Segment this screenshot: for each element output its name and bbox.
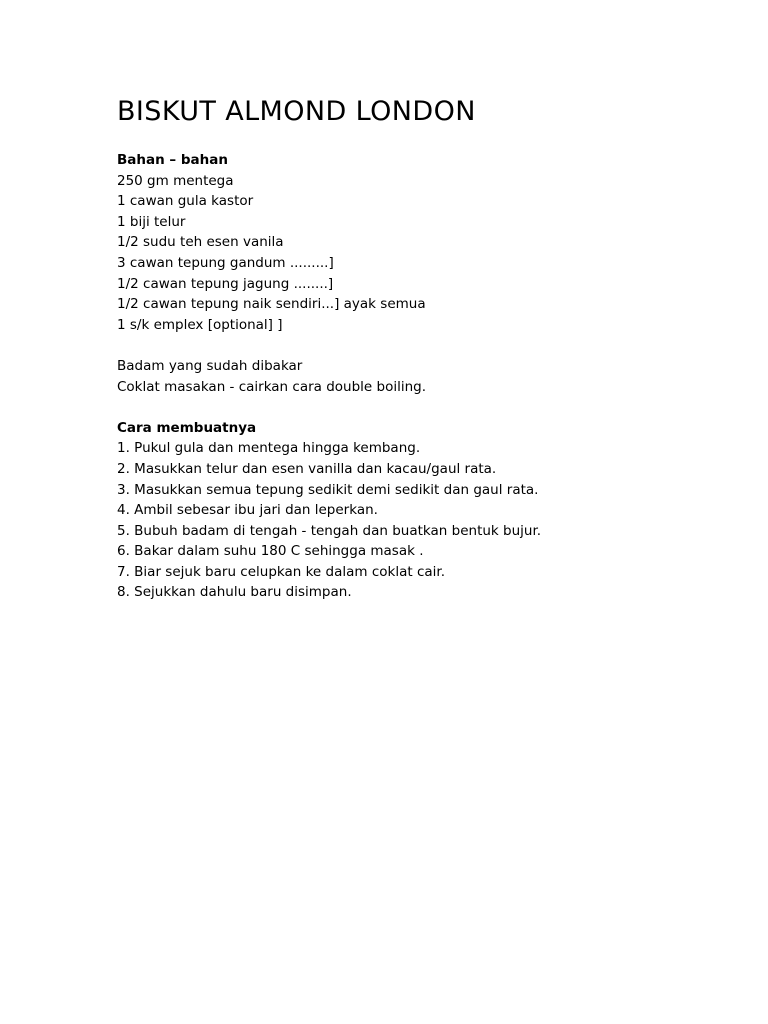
recipe-body xyxy=(117,150,737,603)
method-step: 1. Pukul gula dan mentega hingga kembang. xyxy=(117,440,421,457)
method-step: 4. Ambil sebesar ibu jari dan leperkan. xyxy=(117,502,378,519)
ingredient-item: 1 s/k emplex [optional] ] xyxy=(117,316,283,333)
ingredient-item: 1/2 cawan tepung naik sendiri...] ayak semua xyxy=(117,296,426,313)
ingredient-item: 250 gm mentega xyxy=(117,172,234,189)
method-step: 6. Bakar dalam suhu 180 C sehingga masak . xyxy=(117,543,424,560)
method-heading: Cara membuatnya xyxy=(117,419,257,436)
method-step: 7. Biar sejuk baru celupkan ke dalam coklat cair. xyxy=(117,563,445,580)
method-step: 2. Masukkan telur dan esen vanilla dan kacau/gaul rata. xyxy=(117,460,497,477)
ingredient-item: 1/2 sudu teh esen vanila xyxy=(117,234,284,251)
extra-item: Badam yang sudah dibakar xyxy=(117,357,303,374)
extra-item: Coklat masakan - cairkan cara double boiling. xyxy=(117,378,427,395)
ingredient-item: 3 cawan tepung gandum .........] xyxy=(117,254,334,271)
ingredient-item: 1 biji telur xyxy=(117,213,186,230)
method-step: 3. Masukkan semua tepung sedikit demi sedikit dan gaul rata. xyxy=(117,481,539,498)
ingredient-item: 1/2 cawan tepung jagung ........] xyxy=(117,275,334,292)
paragraph-spacer xyxy=(117,397,737,418)
paragraph-spacer xyxy=(117,335,737,356)
ingredient-item: 1 cawan gula kastor xyxy=(117,193,254,210)
method-step: 5. Bubuh badam di tengah - tengah dan buatkan bentuk bujur. xyxy=(117,522,542,539)
ingredients-heading: Bahan – bahan xyxy=(117,152,228,168)
method-step: 8. Sejukkan dahulu baru disimpan. xyxy=(117,584,352,601)
recipe-title: BISKUT ALMOND LONDON xyxy=(117,96,476,127)
